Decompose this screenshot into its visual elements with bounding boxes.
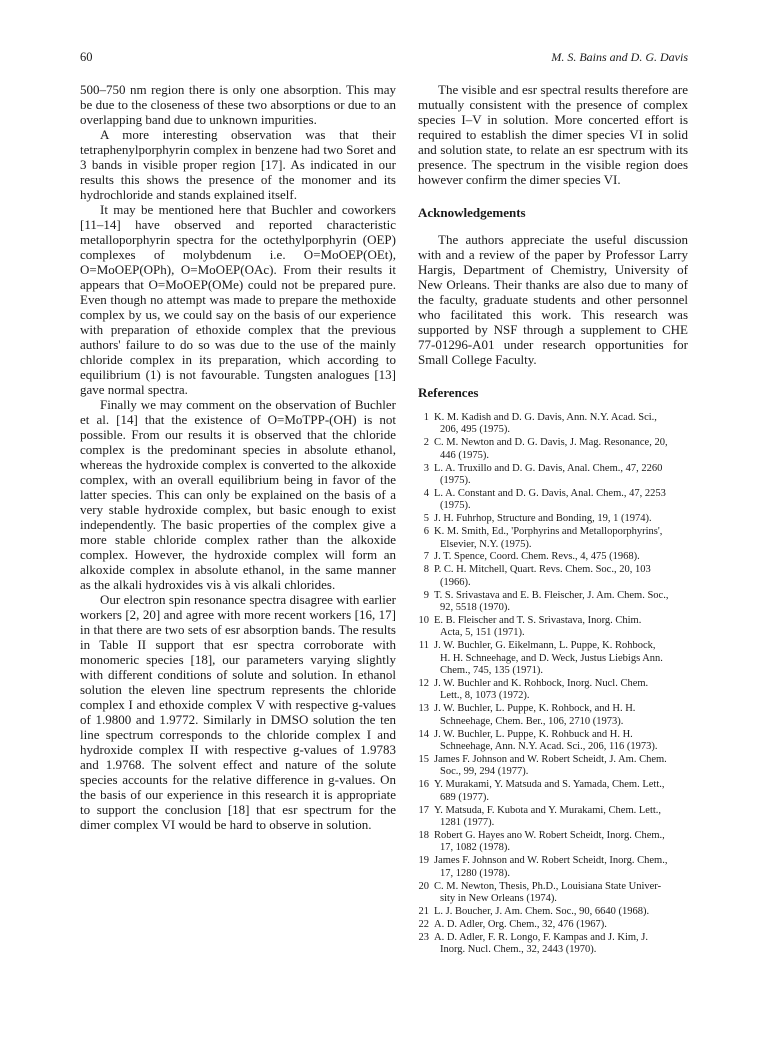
reference-text xyxy=(434,855,688,880)
references-heading: References xyxy=(418,385,479,400)
reference-continuation: 1281 (1977). xyxy=(440,817,495,828)
reference-item xyxy=(418,754,688,779)
reference-text xyxy=(434,564,688,589)
reference-continuation: 17, 1280 (1978). xyxy=(440,867,510,879)
reference-item xyxy=(418,703,688,728)
reference-text xyxy=(434,615,688,640)
reference-number: 13 xyxy=(418,703,429,715)
reference-item xyxy=(418,526,688,551)
reference-continuation: 92, 5518 (1970). xyxy=(440,602,510,614)
reference-text xyxy=(434,412,688,437)
reference-text xyxy=(434,463,688,488)
reference-line: C. M. Newton, Thesis, Ph.D., Louisiana State Univer- xyxy=(434,880,662,892)
reference-item xyxy=(418,513,688,525)
body-paragraph: 500–750 nm region there is only one absorption. This may be due to the closeness of these two absorptions or due to an overlapping band due to unknown impurities. xyxy=(80,82,396,127)
reference-text xyxy=(434,590,688,615)
reference-continuation: sity in New Orleans (1974). xyxy=(440,892,557,904)
reference-line: L. A. Constant and D. G. Davis, Anal. Chem., 47, 2253 xyxy=(434,487,666,499)
reference-item xyxy=(418,412,688,437)
reference-item xyxy=(418,615,688,640)
page-number: 60 xyxy=(80,50,93,64)
reference-item xyxy=(418,906,688,918)
reference-item xyxy=(418,932,688,957)
reference-text xyxy=(434,551,688,563)
acknowledgements-heading: Acknowledgements xyxy=(418,205,526,220)
reference-line: J. H. Fuhrhop, Structure and Bonding, 19, 1 (1974). xyxy=(434,513,652,525)
reference-number: 6 xyxy=(423,526,429,538)
running-head: M. S. Bains and D. G. Davis xyxy=(551,50,688,64)
reference-number: 11 xyxy=(418,640,429,652)
reference-number: 16 xyxy=(418,779,429,791)
reference-continuation: Schneehage, Chem. Ber., 106, 2710 (1973). xyxy=(440,715,624,727)
reference-continuation: 17, 1082 (1978). xyxy=(440,842,510,854)
reference-line: J. W. Buchler and K. Rohbock, Inorg. Nucl. Chem. xyxy=(434,678,649,690)
reference-text xyxy=(434,881,688,906)
reference-text xyxy=(434,919,688,931)
reference-text xyxy=(434,437,688,462)
reference-text xyxy=(434,779,688,804)
body-paragraph: The visible and esr spectral results therefore are mutually consistent with the presence of complex species I–V in solution. More concerted effort is required to establish the dimer species VI in solid and solution state, to relate an esr spectrum with its presence. The spectrum in the visible region does however confirm the dimer species VI. xyxy=(418,82,688,187)
body-paragraph: Finally we may comment on the observation of Buchler et al. [14] that the existence of O=MoTPP-(OH) is not possible. From our results it is observed that the chloride complex is the predominant species in absolute ethanol, whereas the hydroxide complex is converted to the alkoxide complex, with an overall equilibrium being in favor of the latter species. This can only be explained on the basis of a very stable hydroxide complex, but basic enough to exist independently. The basic properties of the complex give a more stable chloride complex rather than the alkoxide complex. However, the hydroxide complex will form an alkoxide complex in absolute ethanol, in the same manner as the alkali hydroxides vis à vis alkali chlorides. xyxy=(80,397,396,592)
reference-line: A. D. Adler, F. R. Longo, F. Kampas and J. Kim, J. xyxy=(434,931,649,943)
reference-number: 1 xyxy=(423,412,429,423)
reference-line: C. M. Newton and D. G. Davis, J. Mag. Resonance, 20, xyxy=(434,437,668,449)
reference-line: J. T. Spence, Coord. Chem. Revs., 4, 475 (1968). xyxy=(434,551,640,563)
reference-text xyxy=(434,932,688,957)
reference-item xyxy=(418,779,688,804)
reference-text xyxy=(434,513,688,525)
acknowledgements-text: The authors appreciate the useful discussion with and a review of the paper by Professor Larry Hargis, Department of Chemistry, University of New Orleans. Their thanks are also due to many of the faculty, graduate students and other personnel who facilitated this work. This research was supported by NSF through a supplement to CHE 77-01296-A01 under research opportunities for Small College Faculty. xyxy=(418,232,688,367)
reference-number: 9 xyxy=(423,589,429,601)
reference-item xyxy=(418,564,688,589)
reference-continuation: (1966). xyxy=(440,576,471,588)
reference-continuation: (1975). xyxy=(440,500,471,512)
reference-continuation: Soc., 99, 294 (1977). xyxy=(440,766,529,778)
reference-number: 15 xyxy=(418,753,429,765)
reference-number: 21 xyxy=(418,905,429,917)
reference-text xyxy=(434,703,688,728)
reference-continuation: Acta, 5, 151 (1971). xyxy=(440,627,525,639)
reference-item xyxy=(418,830,688,855)
reference-number: 12 xyxy=(418,678,429,690)
reference-line: Robert G. Hayes ano W. Robert Scheidt, Inorg. Chem., xyxy=(434,829,665,841)
reference-continuation: Elsevier, N.Y. (1975). xyxy=(440,538,532,550)
reference-number: 7 xyxy=(423,551,429,563)
reference-text xyxy=(434,805,688,830)
reference-number: 2 xyxy=(423,437,429,449)
reference-number: 3 xyxy=(423,462,429,474)
reference-number: 10 xyxy=(418,615,429,626)
reference-number: 22 xyxy=(418,918,429,930)
right-column xyxy=(418,82,688,957)
body-paragraph: It may be mentioned here that Buchler and coworkers [11–14] have observed and reported characteristic metalloporphyrin spectra for the octethylporphyrin (OEP) complexes of molybdenum i.e. O=MoOEP(OEt), O=MoOEP(OPh), O=MoOEP(OAc). From their results it appears that O=MoOEP(OMe) could not be prepared pure. Even though no attempt was made to prepare the methoxide complex by us, we could say on the basis of our experience with preparation of ethoxide complex that the previous authors' failure to do so was due to the use of the mainly chloride complex in its preparation, which according to equilibrium (1) is not favourable. Tungsten analogues [13] gave normal spectra. xyxy=(80,202,396,397)
reference-number: 18 xyxy=(418,829,429,841)
reference-line: A. D. Adler, Org. Chem., 32, 476 (1967). xyxy=(434,918,607,930)
reference-item xyxy=(418,488,688,513)
reference-line: L. J. Boucher, J. Am. Chem. Soc., 90, 6640 (1968). xyxy=(434,905,650,917)
reference-item xyxy=(418,855,688,880)
reference-line: K. M. Smith, Ed., 'Porphyrins and Metalloporphyrins', xyxy=(434,526,663,538)
reference-continuation: 689 (1977). xyxy=(440,791,489,803)
reference-number: 14 xyxy=(418,728,429,740)
reference-number: 19 xyxy=(418,855,429,867)
reference-text xyxy=(434,488,688,513)
reference-item xyxy=(418,463,688,488)
reference-line: E. B. Fleischer and T. S. Srivastava, Inorg. Chim. xyxy=(434,615,642,626)
reference-number: 8 xyxy=(423,564,429,576)
reference-item xyxy=(418,678,688,703)
reference-continuation: Schneehage, Ann. N.Y. Acad. Sci., 206, 116 (1973). xyxy=(440,741,658,753)
reference-number: 5 xyxy=(423,513,429,525)
reference-item xyxy=(418,590,688,615)
reference-item xyxy=(418,551,688,563)
left-column xyxy=(80,82,396,832)
reference-list xyxy=(418,412,688,956)
reference-item xyxy=(418,919,688,931)
reference-number: 23 xyxy=(418,931,429,943)
reference-line: P. C. H. Mitchell, Quart. Revs. Chem. Soc., 20, 103 xyxy=(434,564,651,576)
reference-line: Y. Matsuda, F. Kubota and Y. Murakami, Chem. Lett., xyxy=(434,804,662,816)
reference-continuation: 206, 495 (1975). xyxy=(440,424,510,436)
reference-line: J. W. Buchler, L. Puppe, K. Rohbock, and H. H. xyxy=(434,703,636,715)
reference-line: L. A. Truxillo and D. G. Davis, Anal. Chem., 47, 2260 xyxy=(434,462,663,474)
reference-line: James F. Johnson and W. Robert Scheidt, Inorg. Chem., xyxy=(434,855,668,867)
reference-line: Y. Murakami, Y. Matsuda and S. Yamada, Chem. Lett., xyxy=(434,779,665,791)
reference-text xyxy=(434,526,688,551)
reference-line: J. W. Buchler, G. Eikelmann, L. Puppe, K. Rohbock, xyxy=(434,640,656,652)
reference-continuation: H. H. Schneehage, and D. Weck, Justus Liebigs Ann. Chem., 745, 135 (1971). xyxy=(440,652,663,677)
reference-text xyxy=(434,678,688,703)
reference-item xyxy=(418,729,688,754)
reference-item xyxy=(418,640,688,677)
reference-continuation: 446 (1975). xyxy=(440,449,489,461)
reference-text xyxy=(434,729,688,754)
reference-number: 17 xyxy=(418,804,429,816)
reference-item xyxy=(418,437,688,462)
body-paragraph: Our electron spin resonance spectra disagree with earlier workers [2, 20] and agree with more recent workers [16, 17] in that there are two sets of esr absorption bands. The results in Table II support that esr spectra corroborate with monomeric species [18], our parameters varying slightly with different conditions of solute and solution. In ethanol solution the eleven line spectrum represents the chloride complex I and ethoxide complex V with respective g-values of 1.9800 and 1.9772. Similarly in DMSO solution the ten line spectrum corresponds to the chloride complex I and hydroxide complex II with respective g-values of 1.9783 and 1.9768. The solvent effect and nature of the solute species accounts for the relative difference in g-values. On the basis of our experience in this research it is appropriate to support the conclusion [18] that esr spectrum for the dimer complex VI would be hard to observe in solution. xyxy=(80,592,396,832)
reference-line: J. W. Buchler, L. Puppe, K. Rohbuck and H. H. xyxy=(434,728,633,740)
body-paragraph: A more interesting observation was that their tetraphenylporphyrin complex in benzene had two Soret and 3 bands in visible proper region [17]. As indicated in our results this shows the presence of the monomer and its hydrochloride and stands explained itself. xyxy=(80,127,396,202)
reference-line: James F. Johnson and W. Robert Scheidt, J. Am. Chem. xyxy=(434,753,667,765)
reference-item xyxy=(418,805,688,830)
reference-number: 4 xyxy=(423,487,429,499)
reference-text xyxy=(434,640,688,677)
reference-line: T. S. Srivastava and E. B. Fleischer, J. Am. Chem. Soc., xyxy=(434,589,669,601)
reference-text xyxy=(434,754,688,779)
reference-continuation: Inorg. Nucl. Chem., 32, 2443 (1970). xyxy=(440,944,597,956)
reference-text xyxy=(434,906,688,918)
reference-item xyxy=(418,881,688,906)
reference-line: K. M. Kadish and D. G. Davis, Ann. N.Y. Acad. Sci., xyxy=(434,412,657,423)
reference-number: 20 xyxy=(418,880,429,892)
reference-continuation: (1975). xyxy=(440,475,471,487)
reference-continuation: Lett., 8, 1073 (1972). xyxy=(440,690,530,702)
reference-text xyxy=(434,830,688,855)
